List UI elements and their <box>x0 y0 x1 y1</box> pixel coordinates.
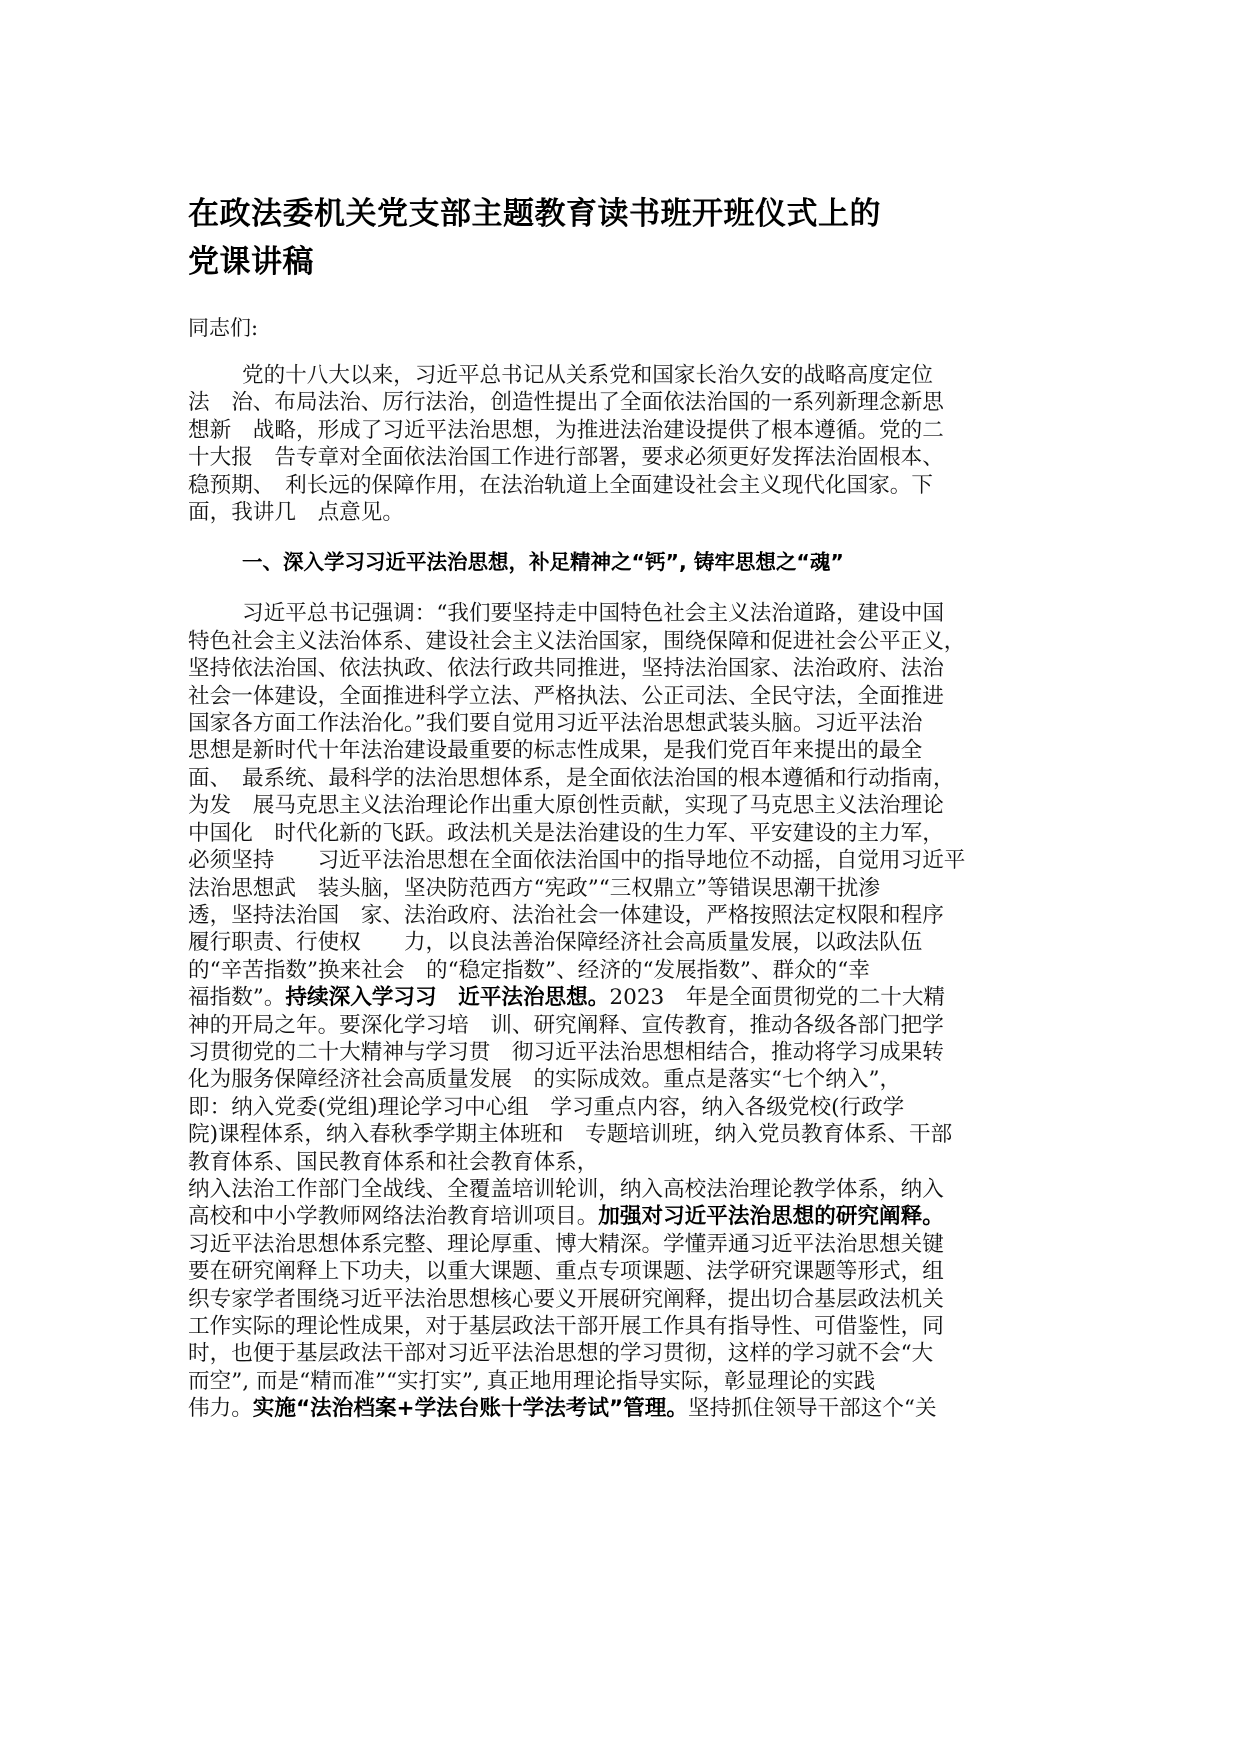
salutation: 同志们: <box>188 316 259 340</box>
paragraph-line: 工作实际的理论性成果，对于基层政法干部开展工作具有指导性、可借鉴性，同 <box>188 1314 944 1339</box>
paragraph-line: 教育体系、国民教育体系和社会教育体系， <box>188 1149 599 1175</box>
paragraph-line: 思想是新时代十年法治建设最重要的标志性成果，是我们党百年来提出的最全 <box>188 738 923 764</box>
paragraph-line: 为发 展马克思主义法治理论作出重大原创性贡献，实现了马克思主义法治理论 <box>188 793 944 819</box>
paragraph-line: 透，坚持法治国 家、法治政府、法治社会一体建设，严格按照法定权限和程序 <box>188 902 944 928</box>
title-line-1: 在政法委机关党支部主题教育读书班开班仪式上的 <box>188 196 881 232</box>
paragraph-line: 时，也便于基层政法干部对习近平法治思想的学习贯彻，这样的学习就不会“大 <box>188 1341 934 1367</box>
paragraph-line: 坚持依法治国、依法执政、依法行政共同推进，坚持法治国家、法治政府、法治 <box>188 656 944 682</box>
paragraph-line-mixed <box>188 984 1068 1011</box>
intro-line: 法 治、布局法治、厉行法治，创造性提出了全面依法治国的一系列新理念新思 <box>188 390 944 416</box>
paragraph-line: 国家各方面工作法治化。”我们要自觉用习近平法治思想武装头脑。习近平法治 <box>188 711 923 737</box>
paragraph-line: 特色社会主义法治体系、建设社会主义法治国家，围绕保障和促进社会公平正义， <box>188 628 966 654</box>
plain-text: 福指数”。 <box>188 985 286 1011</box>
paragraph-line: 社会一体建设，全面推进科学立法、严格执法、公正司法、全民守法，全面推进 <box>188 683 944 709</box>
paragraph-line-mixed <box>188 1203 1068 1230</box>
plain-text: 伟力。 <box>188 1396 253 1422</box>
paragraph-line: 习近平总书记强调：“我们要坚持走中国特色社会主义法治道路，建设中国 <box>242 601 945 627</box>
intro-line: 面，我讲几 点意见。 <box>188 500 404 526</box>
paragraph-line: 织专家学者围绕习近平法治思想核心要义开展研究阐释，提出切合基层政法机关 <box>188 1286 944 1312</box>
paragraph-line: 神的开局之年。要深化学习培 训、研究阐释、宣传教育，推动各级各部门把学 <box>188 1012 944 1038</box>
intro-line: 十大报 告专章对全面依法治国工作进行部署，要求必须更好发挥法治固根本、 <box>188 445 944 471</box>
section-paragraph <box>188 600 1068 1422</box>
title-line-2: 党课讲稿 <box>188 244 314 280</box>
paragraph-line: 纳入法治工作部门全战线、全覆盖培训轮训，纳入高校法治理论教学体系，纳入 <box>188 1176 944 1202</box>
intro-line: 党的十八大以来，习近平总书记从关系党和国家长治久安的战略高度定位 <box>242 363 934 388</box>
intro-line: 稳预期、 利长远的保障作用，在法治轨道上全面建设社会主义现代化国家。下 <box>188 472 933 498</box>
paragraph-line-mixed <box>188 1395 1068 1422</box>
paragraph-line: 履行职责、行使权 力，以良法善治保障经济社会高质量发展，以政法队伍 <box>188 930 923 956</box>
intro-line: 想新 战略，形成了习近平法治思想，为推进法治建设提供了根本遵循。党的二 <box>188 417 944 443</box>
paragraph-line: 必须坚持 习近平法治思想在全面依法治国中的指导地位不动摇，自觉用习近平 <box>188 848 966 874</box>
paragraph-line: 法治思想武 装头脑，坚决防范西方“宪政”“三权鼎立”等错误思潮干扰渗 <box>188 875 880 901</box>
bold-subheading: 持续深入学习习 近平法治思想。 <box>285 985 610 1011</box>
paragraph-line: 而空”, 而是“精而准”“实打实”, 真正地用理论指导实际，彰显理论的实践 <box>188 1368 876 1394</box>
paragraph-line: 即：纳入党委(党组)理论学习中心组 学习重点内容，纳入各级党校(行政学 <box>188 1094 905 1120</box>
document-page <box>188 190 1068 1423</box>
paragraph-line: 习近平法治思想体系完整、理论厚重、博大精深。学懂弄通习近平法治思想关键 <box>188 1231 944 1257</box>
plain-text: 2023 年是全面贯彻党的二十大精 <box>609 985 946 1011</box>
document-title <box>188 190 1068 286</box>
plain-text: 坚持抓住领导干部这个“关 <box>687 1396 937 1422</box>
bold-subheading: 加强对习近平法治思想的研究阐释。 <box>598 1204 944 1230</box>
paragraph-line: 要在研究阐释上下功夫，以重大课题、重点专项课题、法学研究课题等形式，组 <box>188 1259 944 1285</box>
section-heading: 一、深入学习习近平法治思想，补足精神之“钙”, 铸牢思想之“魂” <box>242 550 844 575</box>
paragraph-line: 化为服务保障经济社会高质量发展 的实际成效。重点是落实“七个纳入”， <box>188 1067 902 1093</box>
paragraph-line: 中国化 时代化新的飞跃。政法机关是法治建设的生力军、平安建设的主力军， <box>188 820 944 846</box>
paragraph-line: 的“辛苦指数”换来社会 的“稳定指数”、经济的“发展指数”、群众的“幸 <box>188 957 870 983</box>
paragraph-line: 院)课程体系，纳入春秋季学期主体班和 专题培训班，纳入党员教育体系、干部 <box>188 1122 953 1148</box>
intro-paragraph <box>188 362 1068 526</box>
paragraph-line: 习贯彻党的二十大精神与学习贯 彻习近平法治思想相结合，推动将学习成果转 <box>188 1039 944 1065</box>
bold-subheading: 实施“法治档案+学法台账十学法考试”管理。 <box>252 1396 688 1422</box>
plain-text: 高校和中小学教师网络法治教育培训项目。 <box>188 1204 599 1230</box>
paragraph-line: 面、 最系统、最科学的法治思想体系，是全面依法治国的根本遵循和行动指南， <box>188 765 955 791</box>
